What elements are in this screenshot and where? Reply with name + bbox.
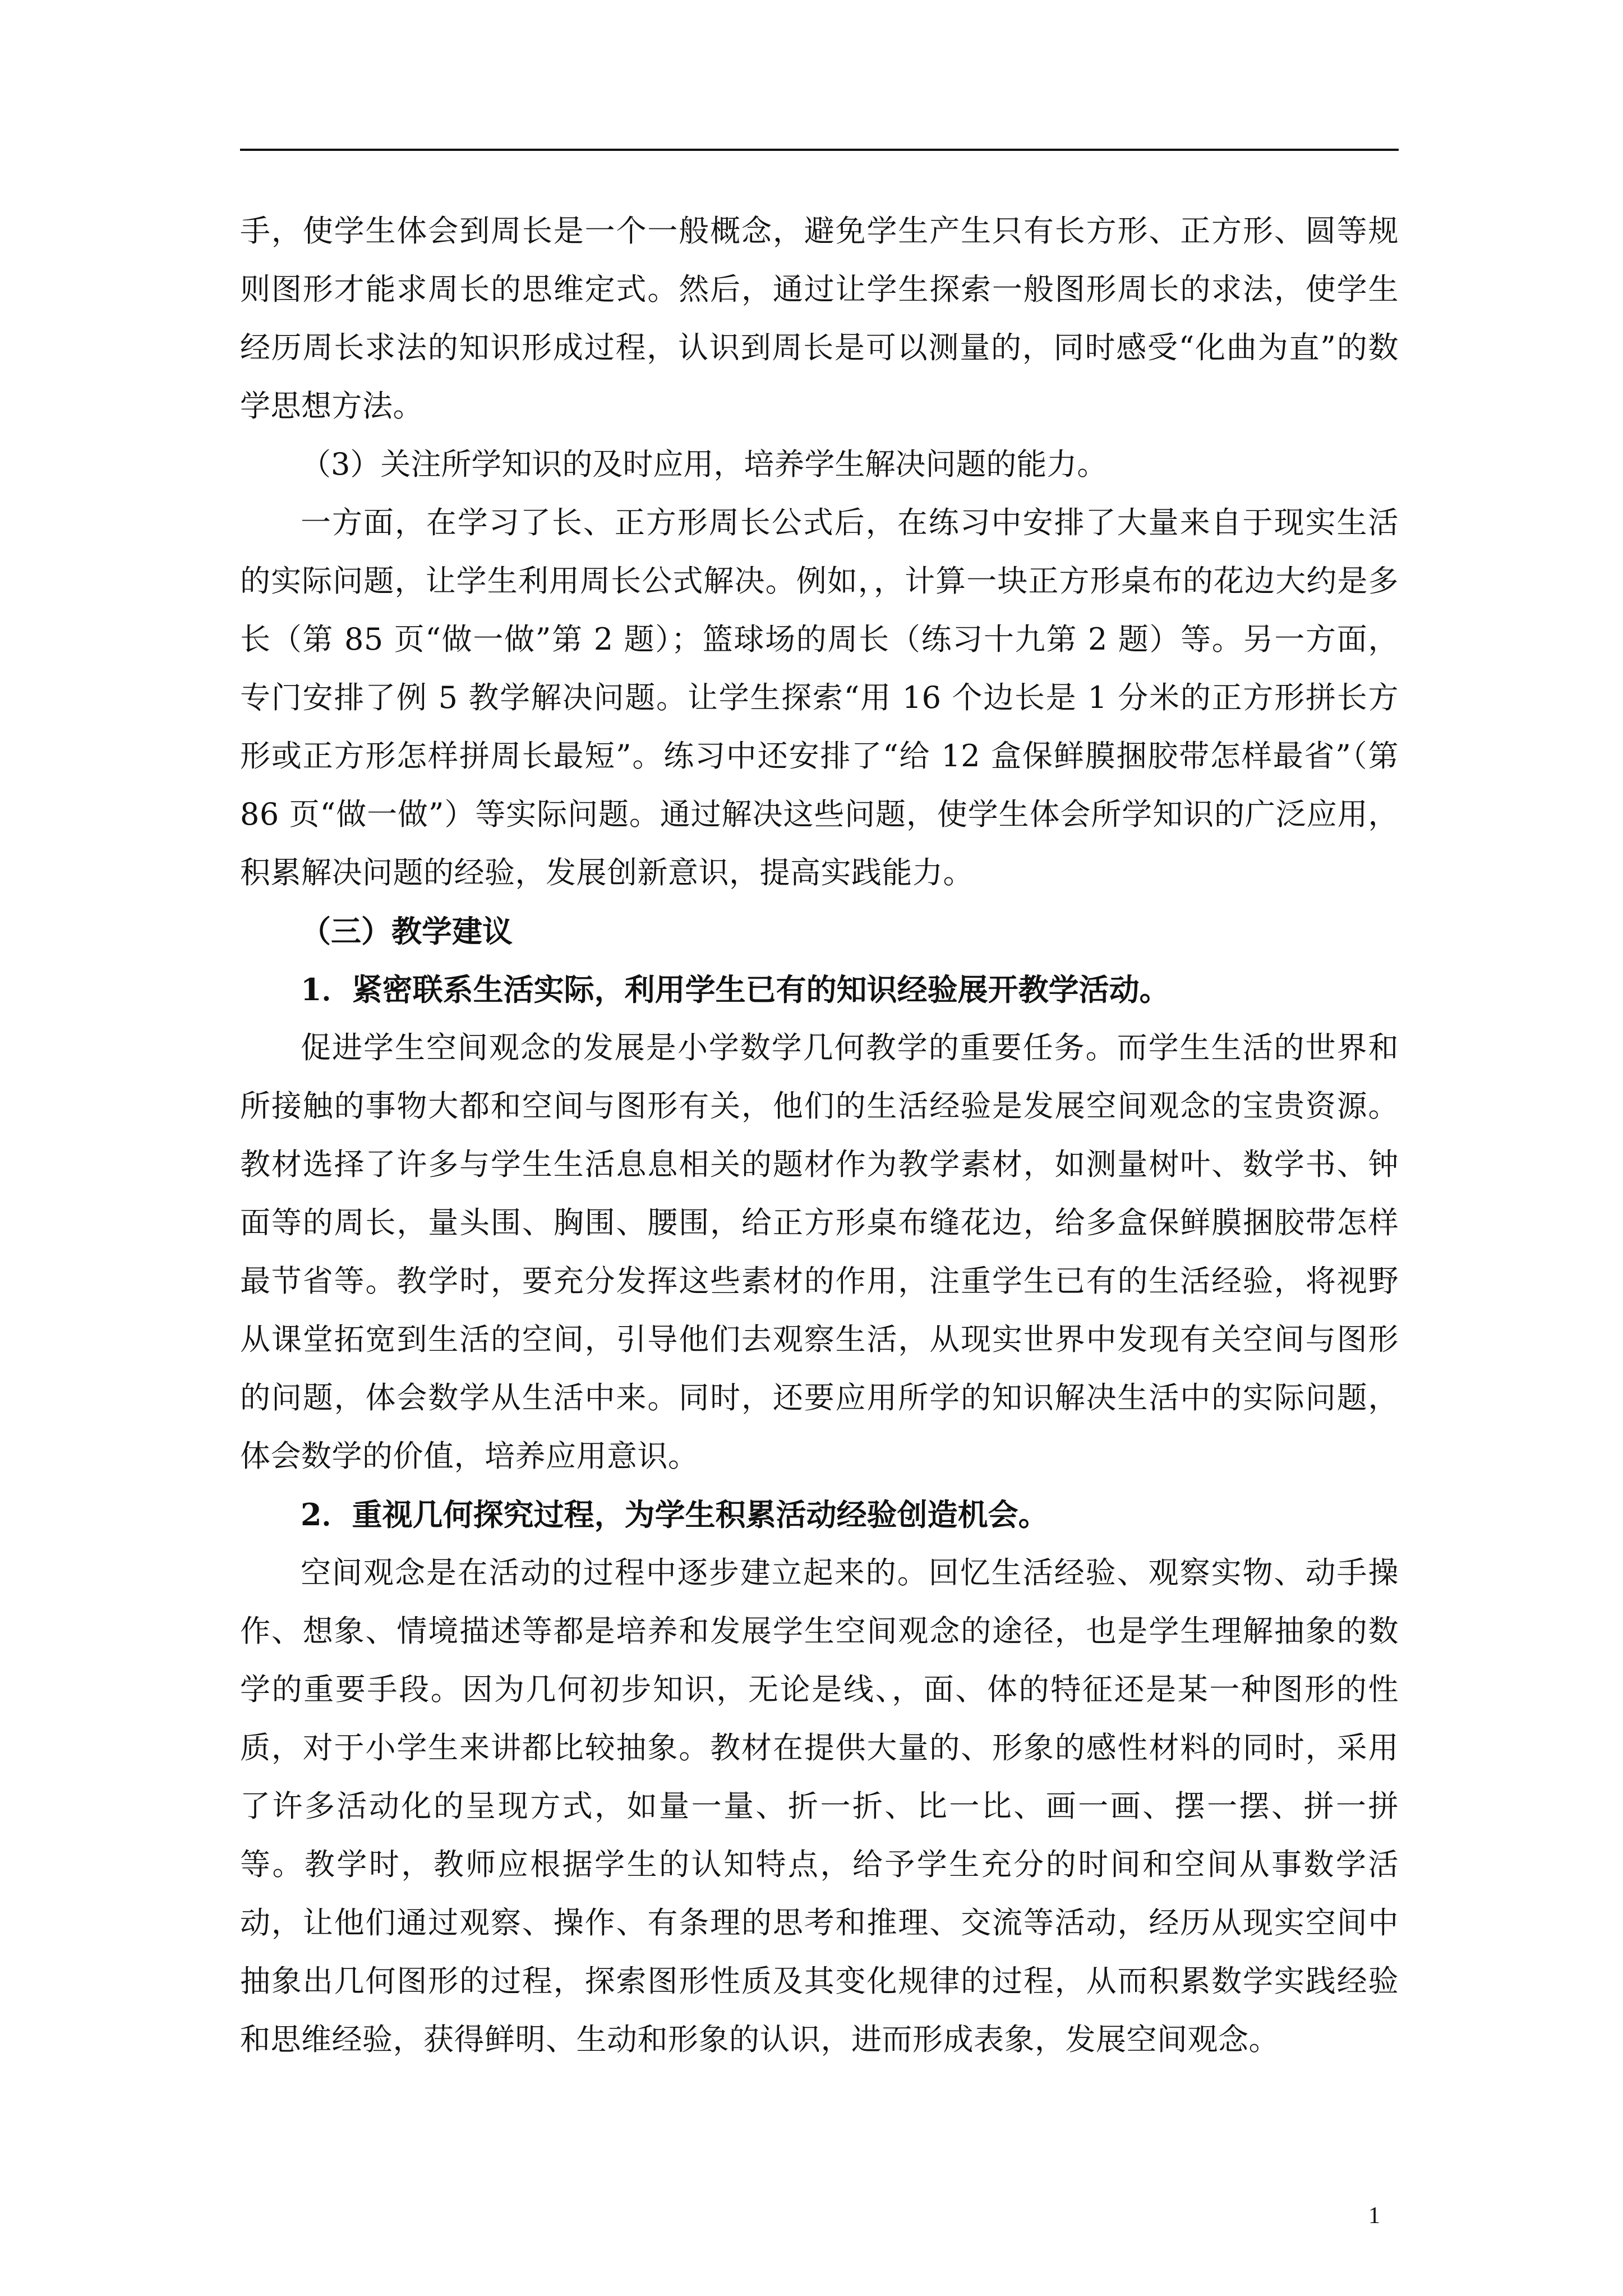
page-number: 1 bbox=[1368, 2203, 1380, 2229]
document-body bbox=[240, 202, 1399, 2069]
body-paragraph-2: 一方面，在学习了长、正方形周长公式后，在练习中安排了大量来自于现实生活的实际问题，让学生利用周长公式解决。例如，，计算一块正方形桌布的花边大约是多长（第 85 页“做一做”第 2 题）；篮球场的周长（练习十九第 2 题）等。另一方面，专门安排了例 5 教学解决问题。让学生探索“用 16 个边长是 1 分米的正方形拼长方形或正方形怎样拼周长最短”。练习中还安排了“给 12 盒保鲜膜捆胶带怎样最省”（第 86 页“做一做”）等实际问题。通过解决这些问题，使学生体会所学知识的广泛应用，积累解决问题的经验，发展创新意识，提高实践能力。 bbox=[240, 505, 1399, 890]
header-rule bbox=[240, 149, 1399, 151]
body-paragraph-3: 促进学生空间观念的发展是小学数学几何教学的重要任务。而学生生活的世界和所接触的事物大都和空间与图形有关，他们的生活经验是发展空间观念的宝贵资源。教材选择了许多与学生生活息息相关的题材作为教学素材，如测量树叶、数学书、钟面等的周长，量头围、胸围、腰围，给正方形桌布缝花边，给多盒保鲜膜捆胶带怎样最节省等。教学时，要充分发挥这些素材的作用，注重学生已有的生活经验，将视野从课堂拓宽到生活的空间，引导他们去观察生活，从现实世界中发现有关空间与图形的问题，体会数学从生活中来。同时，还要应用所学的知识解决生活中的实际问题，体会数学的价值，培养应用意识。 bbox=[240, 1030, 1399, 1474]
body-paragraph-4: 空间观念是在活动的过程中逐步建立起来的。回忆生活经验、观察实物、动手操作、想象、情境描述等都是培养和发展学生空间观念的途径，也是学生理解抽象的数学的重要手段。因为几何初步知识，无论是线、，面、体的特征还是某一种图形的性质，对于小学生来讲都比较抽象。教材在提供大量的、形象的感性材料的同时，采用了许多活动化的呈现方式，如量一量、折一折、比一比、画一画、摆一摆、拼一拼等。教学时，教师应根据学生的认知特点，给予学生充分的时间和空间从事数学活动，让他们通过观察、操作、有条理的思考和推理、交流等活动，经历从现实空间中抽象出几何图形的过程，探索图形性质及其变化规律的过程，从而积累数学实践经验和思维经验，获得鲜明、生动和形象的认识，进而形成表象，发展空间观念。 bbox=[240, 1555, 1399, 2057]
section-heading-teaching-suggestions: （三）教学建议 bbox=[301, 913, 513, 949]
section-point-3: （3）关注所学知识的及时应用，培养学生解决问题的能力。 bbox=[301, 447, 1108, 482]
suggestion-heading-2: 2．重视几何探究过程，为学生积累活动经验创造机会。 bbox=[301, 1497, 1049, 1533]
body-paragraph-1: 手，使学生体会到周长是一个一般概念，避免学生产生只有长方形、正方形、圆等规则图形才能求周长的思维定式。然后，通过让学生探索一般图形周长的求法，使学生经历周长求法的知识形成过程，认识到周长是可以测量的，同时感受“化曲为直”的数学思想方法。 bbox=[240, 213, 1399, 424]
suggestion-heading-1: 1．紧密联系生活实际，利用学生已有的知识经验展开教学活动。 bbox=[301, 972, 1170, 1007]
